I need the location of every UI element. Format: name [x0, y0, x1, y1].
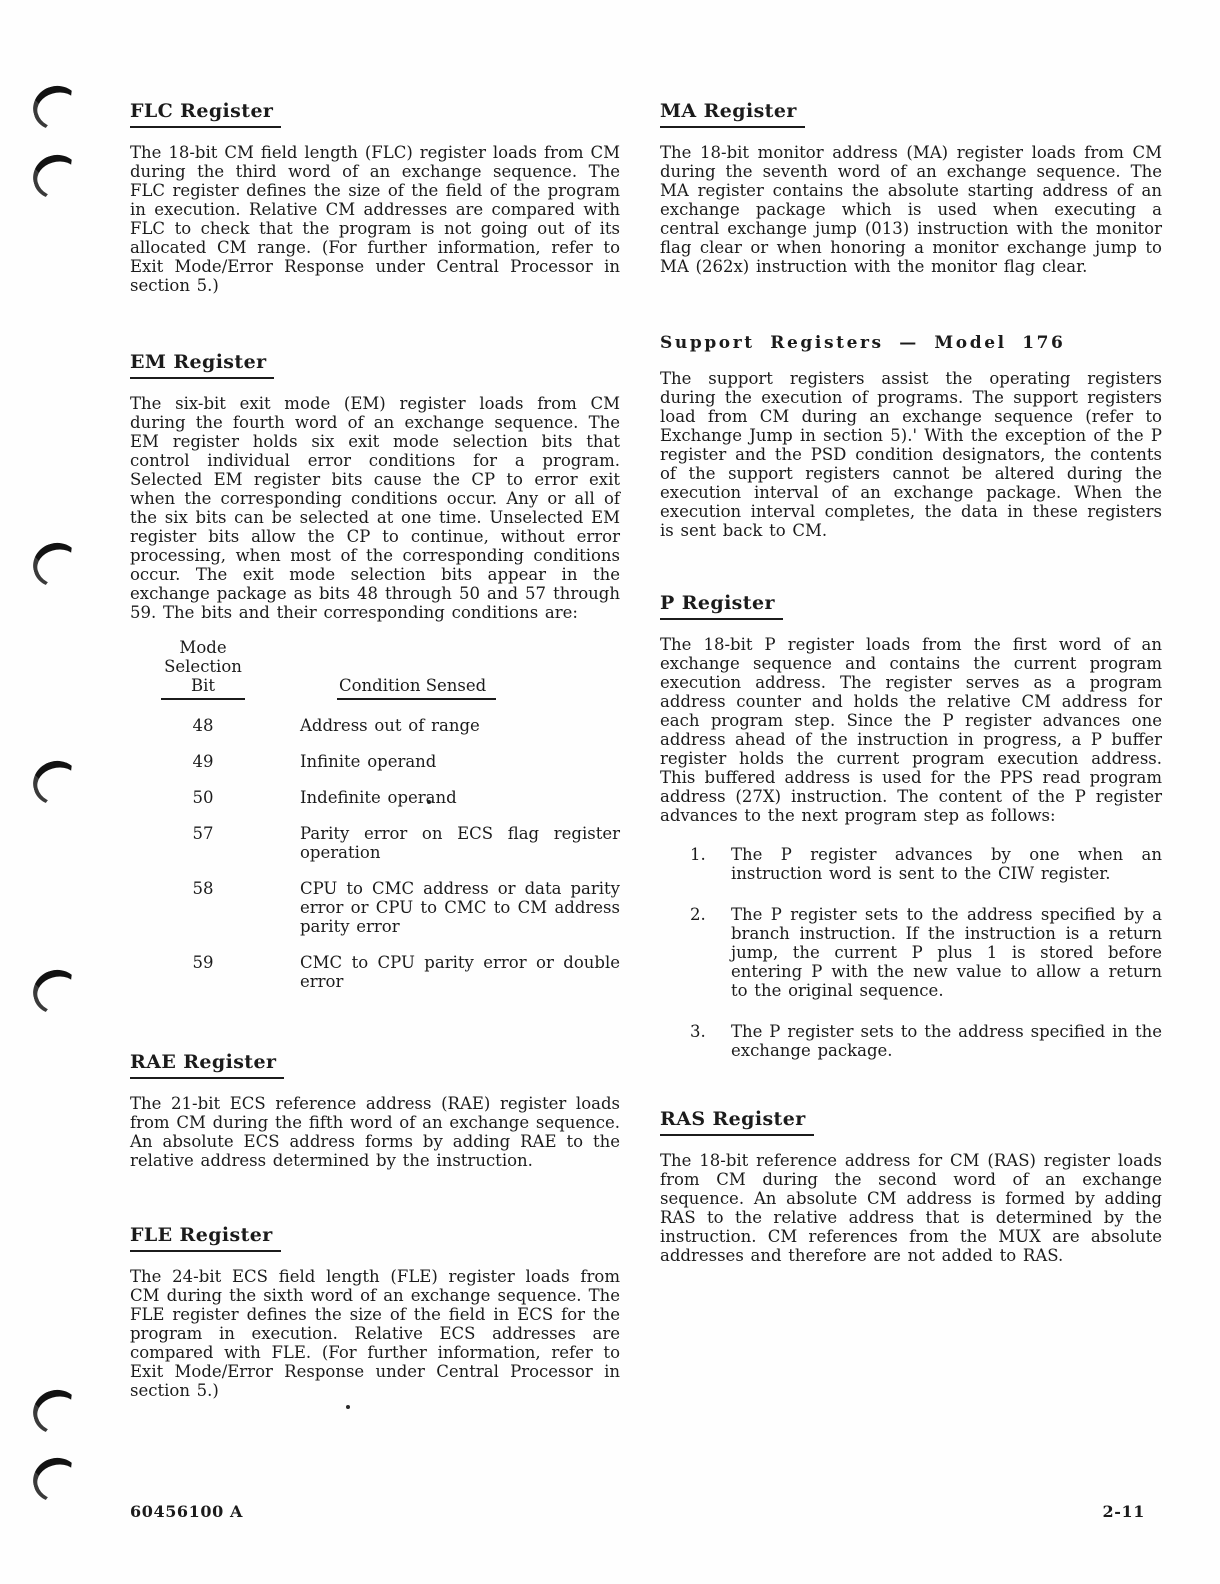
list-item-text: The P register sets to the address specified by a branch instruction. If the instruction is a return jump, the current P plus 1 is stored before entering P with the new value to allow a return to the original sequence.	[731, 905, 1162, 1000]
list-item-text: The P register sets to the address specified in the exchange package.	[731, 1022, 1162, 1060]
fle-register-heading: FLE Register	[130, 1224, 281, 1252]
condition-cell: Infinite operand	[300, 752, 437, 771]
table-row	[130, 716, 620, 735]
bit-header-line: Selection	[164, 657, 242, 676]
left-column	[130, 100, 620, 1400]
p-register-body: The 18-bit P register loads from the first word of an exchange sequence and contains the current program execution address. The register serves as a program address counter and holds the relative CM address for each program step. Since the P register advances one address ahead of the instruction in progress, a P buffer register holds the current program execution address. This buffered address is used for the PPS read program address (27X) instruction. The content of the P register advances to the next program step as follows:	[660, 635, 1162, 825]
scan-speck	[346, 1405, 350, 1409]
table-row	[130, 788, 620, 807]
condition-cell: CPU to CMC address or data parity error or CPU to CMC to CM address parity error	[300, 879, 620, 936]
bit-cell: 58	[192, 879, 214, 898]
em-register-body: The six-bit exit mode (EM) register loads from CM during the fourth word of an exchange sequence. The EM register holds six exit mode selection bits that control individual error conditions for a program. Selected EM register bits cause the CP to error exit when the corresponding conditions occur. Any or all of the six bits can be selected at one time. Unselected EM register bits allow the CP to continue, without error processing, when most of the corresponding conditions occur. The exit mode selection bits appear in the exchange package as bits 48 through 50 and 57 through 59. The bits and their corresponding conditions are:	[130, 394, 620, 622]
list-item	[660, 905, 1162, 1000]
punch-hole-mark	[28, 1452, 85, 1507]
section-em-register	[130, 351, 620, 622]
support-registers-body: The support registers assist the operating registers during the execution of programs. The support registers load from CM during an exchange sequence (refer to Exchange Jump in section 5).' With the exception of the P register and the PSD condition designators, the contents of the support registers cannot be altered during the execution interval of an exchange package. When the execution interval completes, the data in these registers is sent back to CM.	[660, 369, 1162, 540]
fle-register-body: The 24-bit ECS field length (FLE) register loads from CM during the sixth word of an exchange sequence. The FLE register defines the size of the field in ECS for the program in execution. Relative ECS addresses are compared with FLE. (For further information, refer to Exit Mode/Error Response under Central Processor in section 5.)	[130, 1267, 620, 1400]
mode-selection-table	[130, 638, 620, 991]
table-header	[130, 638, 620, 700]
list-item-number: 2.	[690, 905, 706, 924]
punch-hole-mark	[28, 537, 85, 592]
list-item-text: The P register advances by one when an instruction word is sent to the CIW register.	[731, 845, 1162, 883]
punch-hole-mark	[28, 1384, 85, 1439]
bit-cell: 50	[192, 788, 214, 807]
condition-cell: Indefinite operand	[300, 788, 457, 807]
right-column	[660, 100, 1162, 1400]
section-p-register	[660, 592, 1162, 1060]
ras-register-heading: RAS Register	[660, 1108, 814, 1136]
section-ma-register	[660, 100, 1162, 276]
p-register-heading: P Register	[660, 592, 783, 620]
punch-hole-mark	[28, 755, 85, 810]
ma-register-body: The 18-bit monitor address (MA) register loads from CM during the seventh word of an exchange sequence. The MA register contains the absolute starting address of an exchange package which is used when executing a central exchange jump (013) instruction with the monitor flag clear or when honoring a monitor exchange jump to MA (262x) instruction with the monitor flag clear.	[660, 143, 1162, 276]
flc-register-heading: FLC Register	[130, 100, 281, 128]
section-fle-register	[130, 1224, 620, 1400]
bit-column-header	[130, 638, 276, 700]
section-flc-register	[130, 100, 620, 295]
section-rae-register	[130, 1051, 620, 1170]
bit-cell: 59	[192, 953, 214, 972]
bit-cell: 49	[192, 752, 214, 771]
table-row	[130, 879, 620, 936]
flc-register-body: The 18-bit CM field length (FLC) register loads from CM during the third word of an exchange sequence. The FLC register defines the size of the field of the program in execution. Relative CM addresses are compared with FLC to check that the program is not going out of its allocated CM range. (For further information, refer to Exit Mode/Error Response under Central Processor in section 5.)	[130, 143, 620, 295]
punch-hole-mark	[28, 80, 85, 135]
support-registers-heading: Support Registers — Model 176	[660, 333, 1066, 353]
section-support-registers	[660, 332, 1162, 540]
ras-register-body: The 18-bit reference address for CM (RAS) register loads from CM during the second word of an exchange sequence. An absolute CM address is formed by adding RAS to the relative address that is determined by the instruction. CM references from the MUX are absolute addresses and therefore are not added to RAS.	[660, 1151, 1162, 1265]
list-item	[660, 1022, 1162, 1060]
list-item	[660, 845, 1162, 883]
page-body	[130, 100, 1162, 1400]
rae-register-body: The 21-bit ECS reference address (RAE) register loads from CM during the fifth word of an exchange sequence. An absolute ECS address forms by adding RAE to the relative address determined by the instruction.	[130, 1094, 620, 1170]
table-row	[130, 953, 620, 991]
punch-hole-mark	[28, 964, 85, 1019]
punch-hole-mark	[28, 149, 85, 204]
table-row	[130, 824, 620, 862]
bit-cell: 57	[192, 824, 214, 843]
page-number: 2-11	[1102, 1502, 1145, 1521]
ma-register-heading: MA Register	[660, 100, 805, 128]
condition-cell: CMC to CPU parity error or double error	[300, 953, 620, 991]
bit-header-line: Mode	[179, 638, 227, 657]
bit-header-line: Bit	[161, 676, 245, 700]
rae-register-heading: RAE Register	[130, 1051, 284, 1079]
condition-column-header: Condition Sensed	[337, 676, 496, 700]
condition-cell: Address out of range	[300, 716, 480, 735]
list-item-number: 1.	[690, 845, 706, 864]
list-item-number: 3.	[690, 1022, 706, 1041]
condition-cell: Parity error on ECS flag register operation	[300, 824, 620, 862]
bit-cell: 48	[192, 716, 214, 735]
footer	[130, 1502, 1145, 1521]
document-number: 60456100 A	[130, 1502, 244, 1521]
p-register-advance-list	[660, 845, 1162, 1060]
em-register-heading: EM Register	[130, 351, 274, 379]
section-ras-register	[660, 1108, 1162, 1265]
table-row	[130, 752, 620, 771]
